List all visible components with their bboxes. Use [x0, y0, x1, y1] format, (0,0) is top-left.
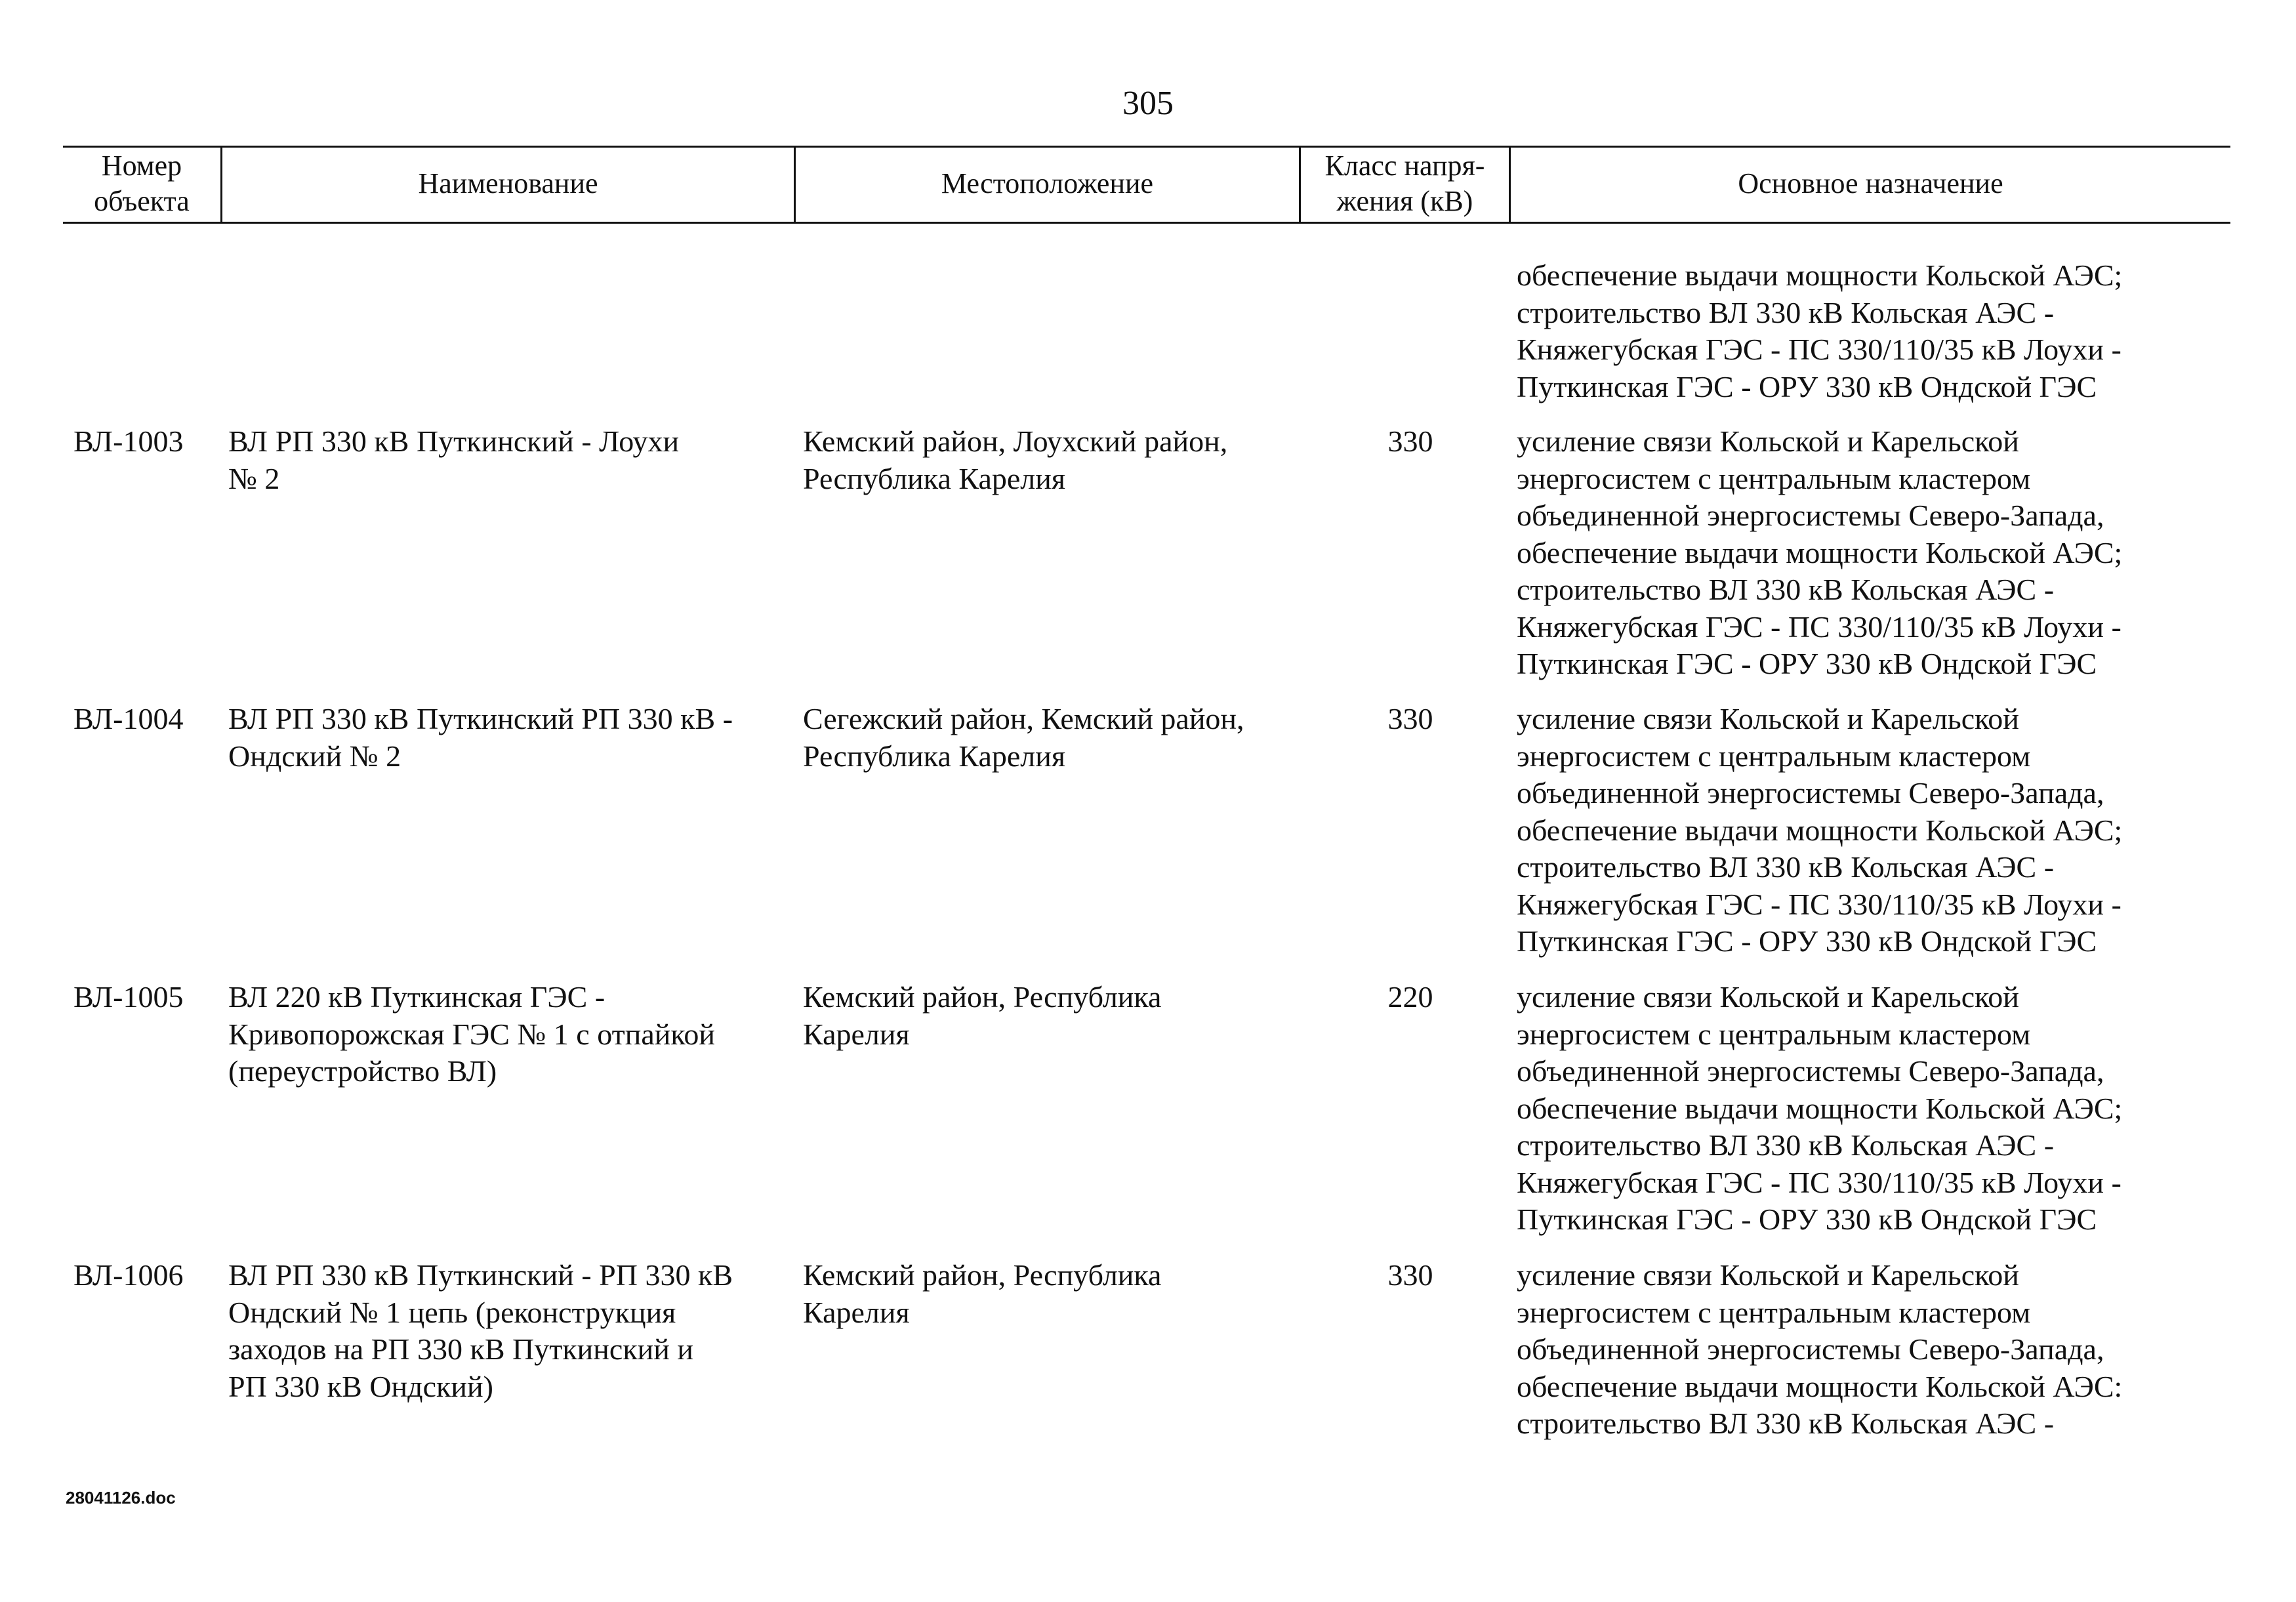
table-header-bottom-rule [63, 222, 2230, 224]
object-number-cell: ВЛ-1006 [73, 1258, 184, 1292]
object-number-cell: ВЛ-1003 [73, 424, 184, 458]
voltage-cell: 330 [1387, 702, 1433, 735]
object-name-cell: ВЛ РП 330 кВ Путкинский - РП 330 кВ Ондский № 1 цепь (реконструкция заходов на РП 330 кВ Путкинский и РП 330 кВ Ондский) [228, 1258, 733, 1403]
continued-purpose-cell: обеспечение выдачи мощности Кольской АЭС; строительство ВЛ 330 кВ Кольская АЭС - Княжегубская ГЭС - ПС 330/110/35 кВ Лоухи - Путкинская ГЭС - ОРУ 330 кВ Ондской ГЭС [1517, 258, 2123, 403]
object-name-cell: ВЛ РП 330 кВ Путкинский - Лоухи № 2 [228, 424, 680, 495]
header-location: Местоположение [941, 167, 1154, 199]
document-filename-footer: 28041126.doc [66, 1488, 176, 1508]
object-number-cell: ВЛ-1005 [73, 980, 184, 1014]
header-object-number: Номер объекта [94, 150, 190, 217]
location-cell: Кемский район, Республика Карелия [803, 1258, 1162, 1329]
header-name: Наименование [418, 167, 598, 199]
purpose-cell: усиление связи Кольской и Карельской энергосистем с центральным кластером объединенной энергосистемы Северо-Запада, обеспечение выдачи мощности Кольской АЭС; строительство ВЛ 330 кВ Кольская АЭС - Княжегубская ГЭС - ПС 330/110/35 кВ Лоухи - Путкинская ГЭС - ОРУ 330 кВ Ондской ГЭС [1517, 702, 2123, 958]
purpose-cell: усиление связи Кольской и Карельской энергосистем с центральным кластером объединенной энергосистемы Северо-Запада, обеспечение выдачи мощности Кольской АЭС; строительство ВЛ 330 кВ Кольская АЭС - Княжегубская ГЭС - ПС 330/110/35 кВ Лоухи - Путкинская ГЭС - ОРУ 330 кВ Ондской ГЭС [1517, 980, 2123, 1236]
voltage-cell: 220 [1387, 980, 1433, 1014]
object-name-cell: ВЛ РП 330 кВ Путкинский РП 330 кВ - Ондский № 2 [228, 702, 733, 773]
location-cell: Кемский район, Лоухский район, Республика Карелия [803, 424, 1228, 495]
page-number: 305 [1122, 85, 1174, 122]
object-name-cell: ВЛ 220 кВ Путкинская ГЭС - Кривопорожская ГЭС № 1 с отпайкой (переустройство ВЛ) [228, 980, 715, 1088]
voltage-cell: 330 [1387, 1258, 1433, 1292]
purpose-cell: усиление связи Кольской и Карельской энергосистем с центральным кластером объединенной энергосистемы Северо-Запада, обеспечение выдачи мощности Кольской АЭС; строительство ВЛ 330 кВ Кольская АЭС - Княжегубская ГЭС - ПС 330/110/35 кВ Лоухи - Путкинская ГЭС - ОРУ 330 кВ Ондской ГЭС [1517, 424, 2123, 680]
header-main-purpose: Основное назначение [1738, 167, 2003, 199]
location-cell: Кемский район, Республика Карелия [803, 980, 1162, 1051]
location-cell: Сегежский район, Кемский район, Республика Карелия [803, 702, 1244, 773]
purpose-cell: усиление связи Кольской и Карельской энергосистем с центральным кластером объединенной энергосистемы Северо-Запада, обеспечение выдачи мощности Кольской АЭС: строительство ВЛ 330 кВ Кольская АЭС - [1517, 1258, 2123, 1440]
header-voltage-class: Класс напря- жения (кВ) [1324, 150, 1485, 217]
voltage-cell: 330 [1387, 424, 1433, 458]
object-number-cell: ВЛ-1004 [73, 702, 184, 735]
